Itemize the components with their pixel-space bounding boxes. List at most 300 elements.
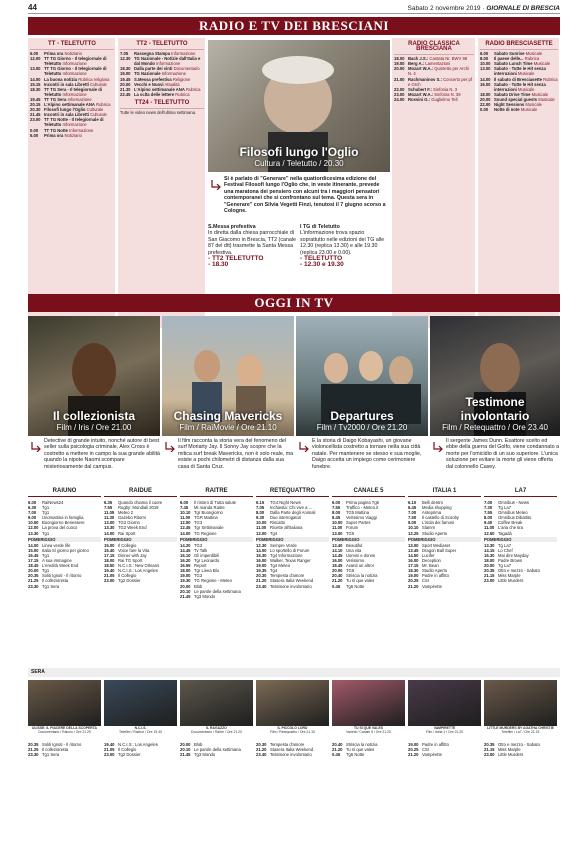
tv-time: 15.00 bbox=[104, 542, 115, 548]
tv-time: 20.10 bbox=[180, 588, 191, 594]
tv-row bbox=[180, 531, 253, 536]
tv-program: Tgr Settimanale bbox=[194, 525, 224, 531]
tv-time: 7.50 bbox=[408, 515, 417, 521]
tv-program: Quando chiama il cuore bbox=[118, 500, 163, 505]
tv-program: Rai TG Sport bbox=[118, 558, 143, 564]
tv-program: Deception bbox=[422, 558, 441, 564]
tv-program: Stasera Italia Weekend bbox=[270, 578, 314, 584]
smessa-channel: - TT2 TELETUTTO bbox=[208, 255, 264, 263]
schedule-time: 16.00 bbox=[480, 81, 491, 87]
tv-time: 6.10 bbox=[408, 500, 417, 505]
channel-header: RAIDUE bbox=[104, 486, 177, 497]
thumb bbox=[256, 680, 329, 738]
tv-program: Testimone involontario bbox=[270, 752, 312, 758]
tv-time: 14.20 bbox=[180, 542, 191, 548]
channel-header: RAIUNO bbox=[28, 486, 101, 497]
tv-time: 11.00 bbox=[484, 525, 495, 531]
tv-program: Tg La7 bbox=[498, 542, 512, 548]
tv-time: 18.00 bbox=[180, 568, 191, 574]
film-sub-2: Film / RaiMovie / Ore 21.10 bbox=[179, 423, 277, 432]
tv-program: N.C.I.S.: Los Angeles bbox=[118, 742, 158, 747]
smessa-text: In diretta dalla chiesa parrocchiale di San Giacomo in Brescia, TT2 (canale 87 del dtt) trasmette la Santa Messa prefestiva. bbox=[208, 230, 296, 256]
smessa-title: S.Messa prefestiva bbox=[208, 224, 256, 230]
program-title: Prima ora bbox=[44, 51, 64, 57]
tv-time: 9.00 bbox=[28, 515, 37, 521]
tv-program: Tempesta d'amore bbox=[270, 742, 305, 747]
film-photo-4 bbox=[430, 316, 560, 436]
schedule-program bbox=[44, 56, 114, 66]
tv-time: 14.10 bbox=[332, 547, 343, 553]
feature-text: Si è parlato di "Generare" nella quattordicesima edizione del Festival Filosofi lungo l'Oglio che, in veste itinerante, prevede una maratona dei pensiero con alcuni tra i maggiori pensatori contemporanei che si confrontano sul tema. Questa sera in "Generare" con Silvia Vegetti Finzi, tenutosi il 7 giugno scorso a Cologne. bbox=[224, 176, 386, 215]
program-title: L'Alpino settimanale ANA bbox=[134, 86, 185, 92]
tv-time: 18.00 bbox=[104, 558, 115, 564]
tv-time: 16.30 bbox=[484, 552, 495, 558]
schedule-row bbox=[30, 133, 114, 138]
newspaper-name: GIORNALE DI BRESCIA bbox=[486, 5, 560, 12]
program-genre: Informazione bbox=[66, 96, 92, 102]
tv-time: 19.00 bbox=[180, 573, 191, 579]
schedule-heading: RADIO CLASSICA BRESCIANA bbox=[394, 40, 474, 55]
tv-time: 20.35 bbox=[484, 742, 495, 747]
tv-program: Ricette all'italiana bbox=[270, 525, 303, 531]
program-title: Sabato - Tutte le Hit senza interruzioni bbox=[494, 81, 546, 92]
channel-header: LA7 bbox=[484, 486, 557, 497]
tv-program: Il collezionista bbox=[42, 578, 69, 584]
program-title: TT TG Giorno - Il telegiornale di Teletutto bbox=[44, 56, 107, 67]
tv-row bbox=[332, 531, 405, 536]
film-photo-1 bbox=[28, 316, 160, 436]
tv-time: 21.15 bbox=[484, 747, 495, 753]
thumb bbox=[28, 680, 101, 738]
schedule-time: 22.00 bbox=[394, 86, 405, 92]
tv-program: Le parole della settimana bbox=[194, 747, 241, 753]
tv-program: Padre Brown bbox=[498, 558, 523, 564]
tv-program: Dalla Parte degli Animali bbox=[270, 510, 316, 516]
program-genre: Musicale bbox=[537, 96, 555, 102]
schedule-row bbox=[394, 66, 474, 76]
tv-program: Belli dentro bbox=[422, 500, 443, 505]
tv-time: 18.45 bbox=[332, 563, 343, 569]
program-genre: Cantata Nr. BWV 98 bbox=[428, 56, 468, 62]
thumb bbox=[332, 680, 405, 738]
tv-program: Tg5 Notte bbox=[346, 583, 365, 589]
tv-time: 23.00 bbox=[104, 578, 115, 584]
tv-time: 6.00 bbox=[332, 500, 341, 505]
program-genre: Culturale bbox=[85, 107, 104, 113]
program-title: TT TG Sera - Il telegiornale di Teletutto bbox=[44, 86, 102, 97]
tv-time: 7.55 bbox=[104, 505, 113, 511]
schedule-time: 10.00 bbox=[480, 61, 491, 67]
film-text-3: È la storia di Daigo Kobayashi, un giovane violoncellista costretto a tornare nella sua città natale. Per mantenere se stesso e sua moglie, Daigo accetta un impiego come cerimoniere funebre. bbox=[312, 438, 422, 470]
tv-row bbox=[180, 752, 253, 757]
tv-program: Walker, Texas Ranger bbox=[270, 558, 311, 564]
tv-program: Blob bbox=[194, 742, 203, 747]
tv-time: 16.45 bbox=[28, 552, 39, 558]
program-title: Il sabato di Bresciasette bbox=[494, 76, 542, 82]
feature-photo bbox=[208, 40, 390, 172]
schedule-row bbox=[480, 82, 558, 92]
tv-program: Otto e mezzo - Sabato bbox=[498, 568, 540, 574]
tv-time: 19.35 bbox=[256, 568, 267, 574]
thumb-subtitle: Varietà / Canale 5 / Ore 21.20 bbox=[346, 730, 391, 734]
tv-time: 21.20 bbox=[408, 583, 419, 589]
tv-time: 12.00 bbox=[28, 525, 39, 531]
tv-program: Verissimo bbox=[346, 558, 365, 564]
evening-schedule bbox=[256, 742, 329, 838]
program-title: Night Sessions bbox=[494, 102, 525, 108]
schedule-program bbox=[44, 66, 114, 76]
evening-schedule bbox=[332, 742, 405, 838]
program-title: TT TG Notte bbox=[44, 127, 68, 133]
program-title: Rassegna Stampa bbox=[134, 51, 171, 57]
program-genre: Rubrica bbox=[541, 76, 558, 82]
tv-time: 11.30 bbox=[104, 515, 115, 521]
tv-row bbox=[28, 752, 101, 757]
schedule-program bbox=[408, 66, 474, 76]
tv-program: Una vita bbox=[346, 547, 362, 553]
tv-program: TG5 Mattina bbox=[346, 510, 370, 516]
tv-row bbox=[104, 531, 177, 536]
tv-program: Dinner with Jay bbox=[118, 552, 147, 558]
tv-row bbox=[28, 584, 101, 589]
tv-time: 20.25 bbox=[408, 578, 419, 584]
tv-program: Media shopping bbox=[422, 505, 452, 511]
schedule-time: 7.05 bbox=[120, 51, 129, 57]
section-pomeriggio: POMERIGGIO bbox=[104, 537, 177, 542]
film-sub-4: Film / Retequattro / Ore 23.40 bbox=[442, 423, 548, 432]
tv-time: 14.45 bbox=[180, 547, 191, 553]
arrow-icon bbox=[210, 178, 222, 190]
tv-time: 14.00 bbox=[180, 530, 191, 536]
tv-row bbox=[256, 752, 329, 757]
tv-program: Riscatto bbox=[270, 520, 286, 526]
tv-program: Otto e mezzo - Sabato bbox=[498, 742, 540, 747]
tv-program: Meteo 2 bbox=[118, 510, 134, 516]
channel-schedule bbox=[104, 500, 177, 666]
evening-schedule bbox=[180, 742, 253, 838]
tv-time: 14.50 bbox=[408, 552, 419, 558]
program-genre: Musicale bbox=[516, 86, 535, 92]
issue-date: Sabato 2 novembre 2019 bbox=[407, 5, 481, 12]
program-title: Prima ora bbox=[44, 132, 64, 138]
tv-time: 12.00 bbox=[180, 520, 191, 526]
tv-time: 14.15 bbox=[484, 547, 495, 553]
tv-program: Tg La7 bbox=[498, 563, 512, 569]
tv-program: Uomini e donne bbox=[346, 552, 376, 558]
tv-time: 17.15 bbox=[104, 552, 115, 558]
tv-row bbox=[484, 752, 557, 757]
channel-schedule bbox=[332, 500, 405, 666]
tv-program: Slamm bbox=[422, 525, 436, 531]
tv-program: Soliti Ignoti - Il ritorno bbox=[42, 573, 82, 579]
evening-schedule bbox=[104, 742, 177, 838]
tv-program: Testimone involontario bbox=[270, 583, 312, 589]
tv-time: 7.00 bbox=[484, 500, 493, 505]
program-title: Sabato Lunch Time bbox=[494, 61, 533, 67]
tv-time: 12.45 bbox=[180, 525, 191, 531]
tv-time: 8.00 bbox=[484, 515, 493, 521]
tv-program: L'eredità Week End bbox=[42, 563, 79, 569]
tv-time: 10.00 bbox=[332, 520, 343, 526]
tv-time: 23.00 bbox=[484, 578, 495, 584]
tv-program: Rai Sport bbox=[118, 530, 136, 536]
tv-time: 16.10 bbox=[180, 552, 191, 558]
tv-program: CSI bbox=[422, 578, 429, 584]
tv-program: Sempre Verde bbox=[270, 542, 297, 548]
tt-schedule bbox=[30, 40, 114, 326]
tv-program: Tg1 bbox=[42, 552, 50, 558]
oggi-in-tv-banner: OGGI IN TV bbox=[28, 294, 560, 312]
tv-program: TG5 bbox=[346, 530, 355, 536]
tv-time: 12.25 bbox=[408, 530, 419, 536]
tv-row bbox=[180, 594, 253, 599]
tv-program: L'isola dei famosi bbox=[422, 520, 454, 526]
tv-time: 13.30 bbox=[104, 525, 115, 531]
program-title: La sclta delle lettere bbox=[134, 91, 175, 97]
tv-time: 10.10 bbox=[180, 510, 191, 516]
program-title: Filosofi lungo l'Oglio bbox=[44, 107, 86, 113]
thumb-subtitle: Film / Italia 1 / Ore 21.20 bbox=[425, 730, 464, 734]
page-header: 44 Sabato 2 novembre 2019 · GIORNALE DI BRESCIA bbox=[28, 3, 560, 12]
program-genre: Informazione bbox=[61, 71, 87, 77]
tv-program: Mi manda Raitre bbox=[194, 505, 225, 511]
tv-program: Il castello di Scooby bbox=[422, 515, 460, 521]
schedule-time: 20.00 bbox=[120, 81, 131, 87]
program-title: Vecchi e Nuovi bbox=[134, 81, 164, 87]
tv-program: Little Murders bbox=[498, 578, 524, 584]
tv-time: 13.00 bbox=[332, 530, 343, 536]
tv-time: 14.45 bbox=[332, 552, 343, 558]
schedule-time: 15.15 bbox=[30, 81, 41, 87]
thumb-title: N.C.I.S. bbox=[134, 726, 147, 730]
program-title: Schubert F.: bbox=[408, 86, 432, 92]
tv-time: 13.00 bbox=[104, 520, 115, 526]
tv-program: Vampirette bbox=[422, 583, 442, 589]
program-genre: Informazione bbox=[61, 91, 87, 97]
schedule-program bbox=[44, 117, 114, 127]
tv-row bbox=[256, 531, 329, 536]
tv-time: 0.45 bbox=[332, 583, 341, 589]
tv-time: 21.25 bbox=[28, 747, 39, 753]
tv-row bbox=[408, 752, 481, 757]
tv-row bbox=[408, 584, 481, 589]
tv-program: Lucifer bbox=[422, 552, 435, 558]
tv-time: 14.00 bbox=[104, 530, 115, 536]
tv-program: Due interrogatori bbox=[270, 515, 302, 521]
tv-program: Studio Aperto bbox=[422, 530, 448, 536]
thumb-subtitle: Documentario / Raiuno / Ore 21.25 bbox=[38, 730, 91, 734]
tv-time: 23.30 bbox=[28, 583, 39, 589]
tv-time: 23.00 bbox=[104, 752, 115, 758]
program-genre: Musicale bbox=[524, 51, 543, 57]
tv-program: Tg5 Notte bbox=[346, 752, 365, 758]
program-genre: Informazione bbox=[170, 51, 196, 57]
tv-program: N.C.I.S.: Los Angeles bbox=[118, 568, 158, 574]
smessa-time: - 18.30 bbox=[208, 261, 229, 269]
tv-program: Gli imperdibili bbox=[194, 552, 220, 558]
thumb bbox=[180, 680, 253, 738]
schedule-row bbox=[480, 66, 558, 76]
schedule-time: 13.00 bbox=[30, 66, 41, 72]
program-genre: Religione bbox=[171, 76, 191, 82]
tv-time: 8.00 bbox=[256, 510, 265, 516]
tv-row bbox=[104, 578, 177, 583]
tv-program: Tg2 Dossier bbox=[118, 752, 141, 758]
film-title-3: Departures bbox=[330, 409, 394, 423]
tv-program: Padre in affitto bbox=[422, 573, 449, 579]
tv-time: 20.25 bbox=[408, 747, 419, 753]
tv-time: 20.10 bbox=[180, 747, 191, 753]
tv-program: La prova del cuoco bbox=[42, 525, 78, 531]
program-genre: Lamentazioni bbox=[424, 61, 451, 67]
tv-time: 21.20 bbox=[408, 752, 419, 758]
tv-time: 7.30 bbox=[484, 505, 493, 511]
tv-time: 20.00 bbox=[28, 568, 39, 574]
tv-time: 6.15 bbox=[256, 500, 265, 505]
program-title: TG Nazionale bbox=[134, 71, 161, 77]
tv-program: Tgr Linea Blu bbox=[194, 568, 219, 574]
tv-program: Mai dire Mayday bbox=[498, 552, 529, 558]
tv-program: N.C.I.S.: New Orleans bbox=[118, 563, 160, 569]
tv-time: 18.30 bbox=[408, 568, 419, 574]
program-title: S.Messa prefestiva bbox=[134, 76, 172, 82]
tv-program: Coffee Break bbox=[498, 520, 523, 526]
channel-schedule bbox=[256, 500, 329, 666]
tv-time: 6.45 bbox=[408, 505, 417, 511]
tv-program: Tg1 bbox=[42, 510, 50, 516]
tv-row bbox=[484, 578, 557, 583]
tv-time: 7.45 bbox=[180, 505, 189, 511]
tv-program: TG2 Giorno bbox=[118, 520, 140, 526]
program-title: Bach J.S.: bbox=[408, 56, 429, 62]
tv-row bbox=[332, 752, 405, 757]
program-genre: Rubrica religiosa bbox=[77, 76, 110, 82]
tv-program: Miss Marple bbox=[498, 747, 521, 753]
schedule-time: 19.00 bbox=[120, 71, 131, 77]
tv-time: 21.20 bbox=[256, 578, 267, 584]
program-title: TT TG Giorno - Il telegiornale di Teletutto bbox=[44, 66, 107, 77]
tv-program: Report bbox=[194, 563, 207, 569]
thumb-image bbox=[408, 680, 481, 726]
tv-program: CSI bbox=[422, 747, 429, 753]
tv-time: 18.00 bbox=[484, 558, 495, 564]
schedule-heading: TT - TELETUTTO bbox=[30, 40, 114, 50]
tv-program: Studio Aperto bbox=[422, 568, 448, 574]
schedule-time: 5.00 bbox=[30, 132, 39, 138]
schedule-time: 13.00 bbox=[480, 66, 491, 72]
film-title-4: Testimone involontario bbox=[460, 395, 530, 423]
tv-program: Il collezionista bbox=[42, 747, 69, 753]
tv-program: Linea verde life bbox=[42, 542, 71, 548]
schedule-program bbox=[494, 107, 537, 112]
schedule-time: 12.30 bbox=[120, 56, 131, 62]
tv-time: 21.20 bbox=[332, 747, 343, 753]
tv-program: Stasera Italia Weekend bbox=[270, 747, 314, 753]
tv-time: 23.40 bbox=[256, 583, 267, 589]
program-title: TT TG Sera bbox=[44, 96, 67, 102]
program-genre: Rubrica bbox=[94, 102, 111, 108]
tv-time: 12.50 bbox=[484, 530, 495, 536]
tv-time: 20.00 bbox=[484, 563, 495, 569]
schedule-row bbox=[30, 87, 114, 97]
thumb-image bbox=[332, 680, 405, 726]
tv-time: 7.55 bbox=[332, 505, 341, 511]
tv-time: 21.15 bbox=[484, 573, 495, 579]
thumb-subtitle: Film / Retequattro / Ore 21.15 bbox=[270, 730, 315, 734]
schedule-time: 0.00 bbox=[30, 127, 39, 133]
tv-time: 20.35 bbox=[28, 573, 39, 579]
schedule-time: 0.00 bbox=[480, 107, 489, 113]
program-title: Rachmaninov S.: bbox=[408, 76, 442, 82]
tv-program: Il Collegio bbox=[118, 747, 137, 753]
tv-time: 9.00 bbox=[408, 520, 417, 526]
program-title: La buona notizia bbox=[44, 76, 78, 82]
tv-program: Le parole della settimana bbox=[194, 588, 241, 594]
tv-time: 21.45 bbox=[180, 593, 191, 599]
program-title: TG Nazionale - Notizie dall'Italia e dal Mondo bbox=[134, 56, 201, 67]
tv-program: Traffico - Meteo.it bbox=[346, 505, 379, 511]
schedule-row bbox=[394, 77, 474, 87]
tv-row bbox=[256, 584, 329, 589]
tv-row bbox=[484, 531, 557, 536]
tv-time: 21.05 bbox=[104, 573, 115, 579]
thumb-image bbox=[28, 680, 101, 726]
tv-program: Tg La7 bbox=[498, 505, 512, 511]
tv-time: 12.00 bbox=[256, 530, 267, 536]
program-genre: Notiziario bbox=[63, 51, 82, 57]
program-genre: Culturale bbox=[88, 81, 107, 87]
tv-program: Super Partes bbox=[346, 520, 371, 526]
schedule-time: 14.00 bbox=[30, 76, 41, 82]
tv-time: 11.05 bbox=[104, 510, 115, 516]
tv-program: Padre in affitto bbox=[422, 742, 449, 747]
tv-row bbox=[28, 531, 101, 536]
program-title: L'Alpino settimanale ANA bbox=[44, 102, 95, 108]
schedule-time: 22.00 bbox=[480, 102, 491, 108]
schedule-row bbox=[30, 117, 114, 127]
schedule-time: 19.45 bbox=[120, 76, 131, 82]
tv-program: Dragon Ball Super bbox=[422, 547, 457, 553]
tv-program: L'aria che tira bbox=[498, 525, 524, 531]
tv-program: A sua immagine bbox=[42, 558, 72, 564]
program-genre: Informazione bbox=[160, 71, 186, 77]
film-sub-1: Film / Iris / Ore 21.00 bbox=[56, 423, 132, 432]
tv-time: 18.50 bbox=[104, 563, 115, 569]
tv-time: 19.00 bbox=[256, 563, 267, 569]
feature-title: Filosofi lungo l'Oglio bbox=[239, 145, 359, 159]
schedule-time: 6.00 bbox=[30, 51, 39, 57]
channel-schedule bbox=[180, 500, 253, 666]
thumb-subtitle: Telefilm / La7 / Ore 21.15 bbox=[501, 730, 540, 734]
tv-time: 17.15 bbox=[28, 558, 39, 564]
arrow-icon bbox=[432, 440, 444, 452]
tv-program: TG3 bbox=[194, 573, 203, 579]
program-title: Notte di note bbox=[494, 107, 520, 113]
program-title: Berg A.: bbox=[408, 61, 425, 67]
tv-row bbox=[332, 584, 405, 589]
schedule-time: 20.00 bbox=[480, 96, 491, 102]
tv-program: Tg4 Meteo bbox=[270, 563, 291, 569]
program-genre: Informazione bbox=[61, 122, 87, 128]
program-genre: Informazione bbox=[61, 61, 87, 67]
tv-time: 21.20 bbox=[332, 578, 343, 584]
tv-program: Italia Sì giorno per giorno bbox=[42, 547, 89, 553]
film-text-1: Detective di grande intuito, nonché autore di best seller sulla psicologia criminale, Alex Cross è costretto a mettere in campo la sua grande abilità quando la nipote Naomi scompare misteriosamente dal campus. bbox=[44, 438, 160, 470]
thumb-title: VAMPIRETTE bbox=[433, 726, 456, 730]
tv-time: 8.00 bbox=[332, 510, 341, 516]
schedule-program bbox=[44, 133, 82, 138]
schedule-program bbox=[408, 97, 458, 102]
